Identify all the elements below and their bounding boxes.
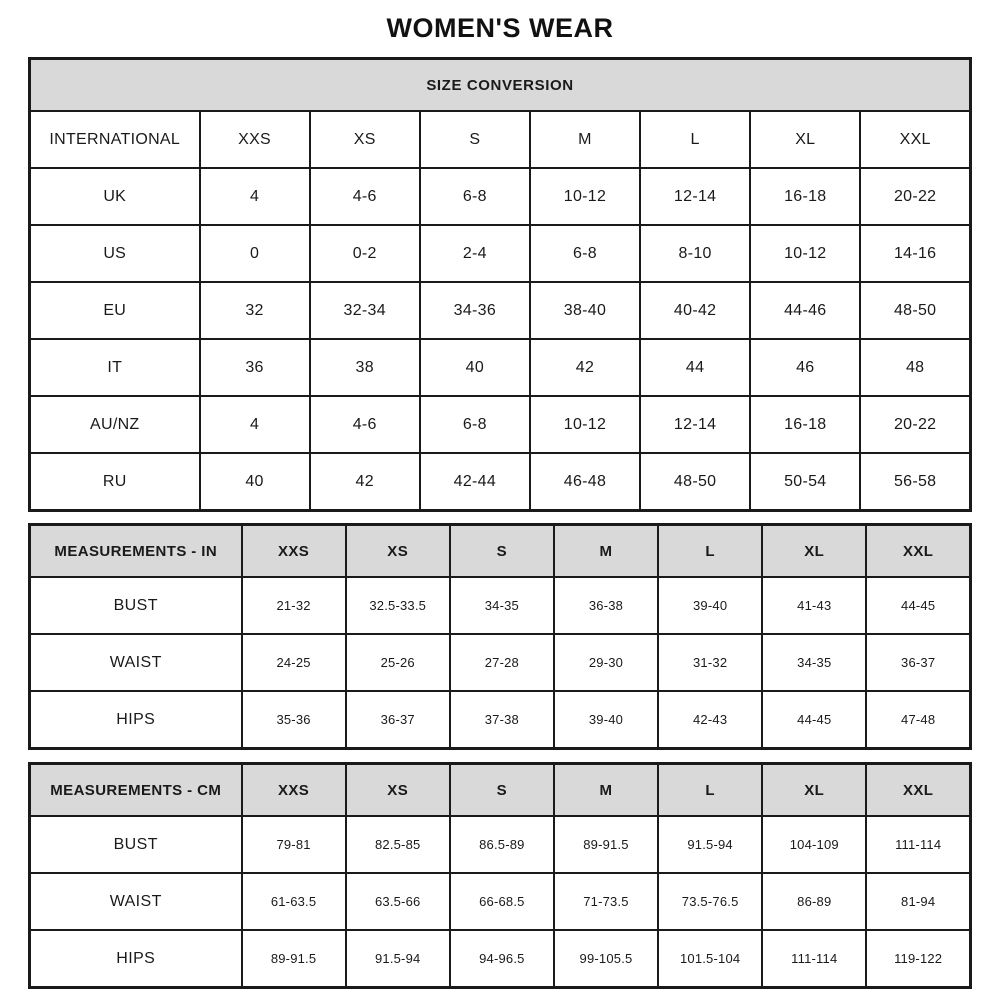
page-title: WOMEN'S WEAR <box>386 13 614 43</box>
size-cell: 10-12 <box>530 168 640 225</box>
size-cell: 50-54 <box>750 453 860 511</box>
measure-cell: 99-105.5 <box>554 930 658 988</box>
size-cell: 48-50 <box>640 453 750 511</box>
measure-cell: 73.5-76.5 <box>658 873 762 930</box>
measure-cell: 47-48 <box>866 691 970 749</box>
measure-cell: 31-32 <box>658 634 762 691</box>
size-cell: 42 <box>530 339 640 396</box>
size-cell: 6-8 <box>420 396 530 453</box>
measure-cell: 37-38 <box>450 691 554 749</box>
table-row-it <box>30 339 971 396</box>
column-header-s: S <box>450 525 554 578</box>
column-header-xxs: XXS <box>242 525 346 578</box>
row-label: BUST <box>30 816 242 873</box>
size-cell: 38 <box>310 339 420 396</box>
size-cell: XXL <box>860 111 970 168</box>
measure-cell: 36-38 <box>554 577 658 634</box>
row-label: HIPS <box>30 930 242 988</box>
column-header-xl: XL <box>762 525 866 578</box>
measurements-in-title: MEASUREMENTS - IN <box>30 525 242 578</box>
size-cell: XS <box>310 111 420 168</box>
size-cell: 20-22 <box>860 396 970 453</box>
size-cell: S <box>420 111 530 168</box>
row-label: WAIST <box>30 634 242 691</box>
size-cell: 16-18 <box>750 168 860 225</box>
measure-cell: 111-114 <box>866 816 970 873</box>
row-label: US <box>30 225 200 282</box>
size-cell: 14-16 <box>860 225 970 282</box>
size-cell: M <box>530 111 640 168</box>
measure-cell: 89-91.5 <box>554 816 658 873</box>
measure-cell: 29-30 <box>554 634 658 691</box>
row-label: UK <box>30 168 200 225</box>
size-cell: 44 <box>640 339 750 396</box>
column-header-xs: XS <box>346 764 450 817</box>
measurements-cm-header-row <box>30 764 971 817</box>
size-conversion-title: SIZE CONVERSION <box>30 59 971 112</box>
measure-cell: 94-96.5 <box>450 930 554 988</box>
measurements-cm-title: MEASUREMENTS - CM <box>30 764 242 817</box>
size-cell: 56-58 <box>860 453 970 511</box>
size-cell: XXS <box>200 111 310 168</box>
column-header-xl: XL <box>762 764 866 817</box>
measure-cell: 39-40 <box>658 577 762 634</box>
size-cell: 40-42 <box>640 282 750 339</box>
table-row-hips-in <box>30 691 971 749</box>
size-cell: XL <box>750 111 860 168</box>
size-cell: 2-4 <box>420 225 530 282</box>
size-cell: 48-50 <box>860 282 970 339</box>
size-cell: 42 <box>310 453 420 511</box>
measure-cell: 27-28 <box>450 634 554 691</box>
size-cell: 4-6 <box>310 168 420 225</box>
column-header-xs: XS <box>346 525 450 578</box>
row-label: AU/NZ <box>30 396 200 453</box>
row-label: HIPS <box>30 691 242 749</box>
row-label: INTERNATIONAL <box>30 111 200 168</box>
measure-cell: 34-35 <box>762 634 866 691</box>
table-row-waist-in <box>30 634 971 691</box>
column-header-l: L <box>658 525 762 578</box>
column-header-xxs: XXS <box>242 764 346 817</box>
measurements-in-header-row <box>30 525 971 578</box>
size-cell: 44-46 <box>750 282 860 339</box>
measure-cell: 86-89 <box>762 873 866 930</box>
column-header-l: L <box>658 764 762 817</box>
measurements-cm-table <box>28 762 972 989</box>
table-row-hips-cm <box>30 930 971 988</box>
measure-cell: 25-26 <box>346 634 450 691</box>
table-row-bust-cm <box>30 816 971 873</box>
size-cell: 6-8 <box>420 168 530 225</box>
size-cell: 32 <box>200 282 310 339</box>
column-header-m: M <box>554 764 658 817</box>
size-cell: 36 <box>200 339 310 396</box>
size-conversion-table <box>28 57 972 512</box>
measure-cell: 39-40 <box>554 691 658 749</box>
measure-cell: 35-36 <box>242 691 346 749</box>
size-cell: 40 <box>200 453 310 511</box>
measure-cell: 44-45 <box>762 691 866 749</box>
measure-cell: 61-63.5 <box>242 873 346 930</box>
measure-cell: 91.5-94 <box>346 930 450 988</box>
size-cell: 34-36 <box>420 282 530 339</box>
measure-cell: 81-94 <box>866 873 970 930</box>
size-cell: 4 <box>200 396 310 453</box>
column-header-s: S <box>450 764 554 817</box>
measure-cell: 104-109 <box>762 816 866 873</box>
table-row-us <box>30 225 971 282</box>
measure-cell: 82.5-85 <box>346 816 450 873</box>
column-header-xxl: XXL <box>866 764 970 817</box>
size-cell: 42-44 <box>420 453 530 511</box>
size-cell: 10-12 <box>750 225 860 282</box>
size-cell: 6-8 <box>530 225 640 282</box>
measure-cell: 111-114 <box>762 930 866 988</box>
size-cell: 20-22 <box>860 168 970 225</box>
measure-cell: 91.5-94 <box>658 816 762 873</box>
measure-cell: 21-32 <box>242 577 346 634</box>
size-cell: 38-40 <box>530 282 640 339</box>
measure-cell: 66-68.5 <box>450 873 554 930</box>
measurements-in-table <box>28 523 972 750</box>
measure-cell: 36-37 <box>866 634 970 691</box>
size-cell: 46-48 <box>530 453 640 511</box>
measure-cell: 36-37 <box>346 691 450 749</box>
measure-cell: 44-45 <box>866 577 970 634</box>
table-row-uk <box>30 168 971 225</box>
row-label: RU <box>30 453 200 511</box>
measure-cell: 101.5-104 <box>658 930 762 988</box>
size-cell: 0-2 <box>310 225 420 282</box>
table-row-bust-in <box>30 577 971 634</box>
size-cell: 10-12 <box>530 396 640 453</box>
measure-cell: 79-81 <box>242 816 346 873</box>
size-cell: 46 <box>750 339 860 396</box>
table-row-aunz <box>30 396 971 453</box>
table-row-international <box>30 111 971 168</box>
measure-cell: 32.5-33.5 <box>346 577 450 634</box>
measure-cell: 89-91.5 <box>242 930 346 988</box>
row-label: BUST <box>30 577 242 634</box>
size-cell: 12-14 <box>640 396 750 453</box>
size-cell: 0 <box>200 225 310 282</box>
measure-cell: 24-25 <box>242 634 346 691</box>
measure-cell: 63.5-66 <box>346 873 450 930</box>
size-cell: 4-6 <box>310 396 420 453</box>
size-cell: 16-18 <box>750 396 860 453</box>
measure-cell: 42-43 <box>658 691 762 749</box>
row-label: WAIST <box>30 873 242 930</box>
size-cell: 32-34 <box>310 282 420 339</box>
table-row-ru <box>30 453 971 511</box>
size-conversion-header-row <box>30 59 971 112</box>
size-cell: 4 <box>200 168 310 225</box>
table-row-eu <box>30 282 971 339</box>
measure-cell: 34-35 <box>450 577 554 634</box>
measure-cell: 119-122 <box>866 930 970 988</box>
size-cell: L <box>640 111 750 168</box>
column-header-m: M <box>554 525 658 578</box>
row-label: IT <box>30 339 200 396</box>
measure-cell: 41-43 <box>762 577 866 634</box>
row-label: EU <box>30 282 200 339</box>
size-cell: 48 <box>860 339 970 396</box>
size-cell: 12-14 <box>640 168 750 225</box>
measure-cell: 71-73.5 <box>554 873 658 930</box>
measure-cell: 86.5-89 <box>450 816 554 873</box>
size-cell: 40 <box>420 339 530 396</box>
column-header-xxl: XXL <box>866 525 970 578</box>
table-row-waist-cm <box>30 873 971 930</box>
size-cell: 8-10 <box>640 225 750 282</box>
